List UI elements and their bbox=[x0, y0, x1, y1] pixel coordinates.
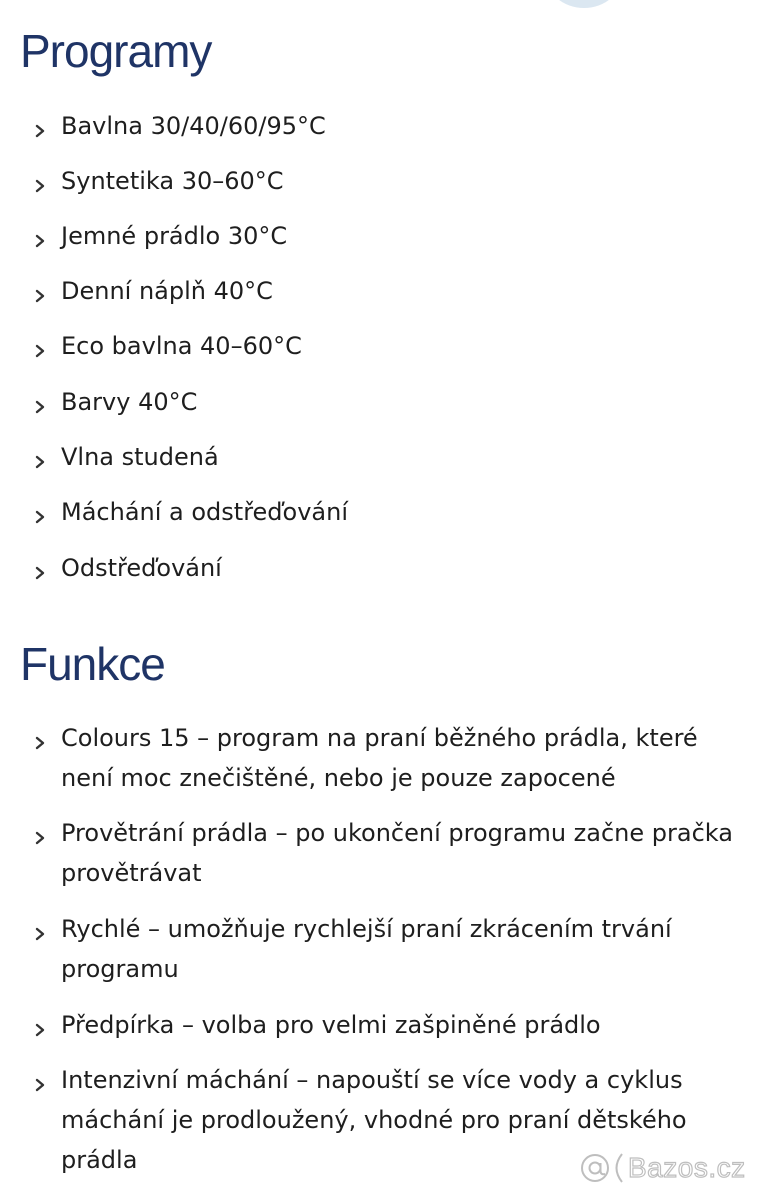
list-item-text: Vlna studená bbox=[61, 443, 219, 471]
chevron-right-icon bbox=[33, 455, 47, 469]
list-item-text: Syntetika 30–60°C bbox=[61, 167, 284, 195]
list-item-text: Jemné prádlo 30°C bbox=[61, 222, 288, 250]
list-item-text: Denní náplň 40°C bbox=[61, 277, 273, 305]
at-sign-icon bbox=[578, 1150, 626, 1186]
chevron-right-icon bbox=[33, 124, 47, 138]
list-item-text: Intenzivní máchání – napouští se více vody a cyklus máchání je prodloužený, vhodné pro praní dětského prádla bbox=[61, 1066, 687, 1174]
chevron-right-icon bbox=[33, 736, 47, 750]
list-item-text: Rychlé – umožňuje rychlejší praní zkrácením trvání programu bbox=[61, 915, 672, 983]
list-item-text: Bavlna 30/40/60/95°C bbox=[61, 112, 326, 140]
list-item-text: Odstřeďování bbox=[61, 554, 222, 582]
chevron-right-icon bbox=[33, 344, 47, 358]
list-item-text: Provětrání prádla – po ukončení programu začne pračka provětrávat bbox=[61, 819, 733, 887]
chevron-right-icon bbox=[33, 510, 47, 524]
programy-heading: Programy bbox=[20, 25, 212, 77]
chevron-right-icon bbox=[33, 927, 47, 941]
list-item-text: Máchání a odstřeďování bbox=[61, 498, 349, 526]
chevron-right-icon bbox=[33, 400, 47, 414]
chevron-right-icon bbox=[33, 566, 47, 580]
chevron-right-icon bbox=[33, 234, 47, 248]
list-item-text: Eco bavlna 40–60°C bbox=[61, 332, 302, 360]
list-item-text: Colours 15 – program na praní běžného prádla, které není moc znečištěné, nebo je pouze zapocené bbox=[61, 724, 698, 792]
bazos-watermark bbox=[578, 1150, 746, 1186]
chevron-right-icon bbox=[33, 1078, 47, 1092]
chevron-right-icon bbox=[33, 831, 47, 845]
list-item-text: Předpírka – volba pro velmi zašpiněné prádlo bbox=[61, 1011, 601, 1039]
chevron-right-icon bbox=[33, 179, 47, 193]
list-item-text: Barvy 40°C bbox=[61, 388, 198, 416]
decorative-circle bbox=[545, 0, 623, 8]
watermark-text: Bazos.cz bbox=[628, 1152, 746, 1183]
chevron-right-icon bbox=[33, 289, 47, 303]
funkce-heading: Funkce bbox=[20, 638, 165, 690]
chevron-right-icon bbox=[33, 1023, 47, 1037]
